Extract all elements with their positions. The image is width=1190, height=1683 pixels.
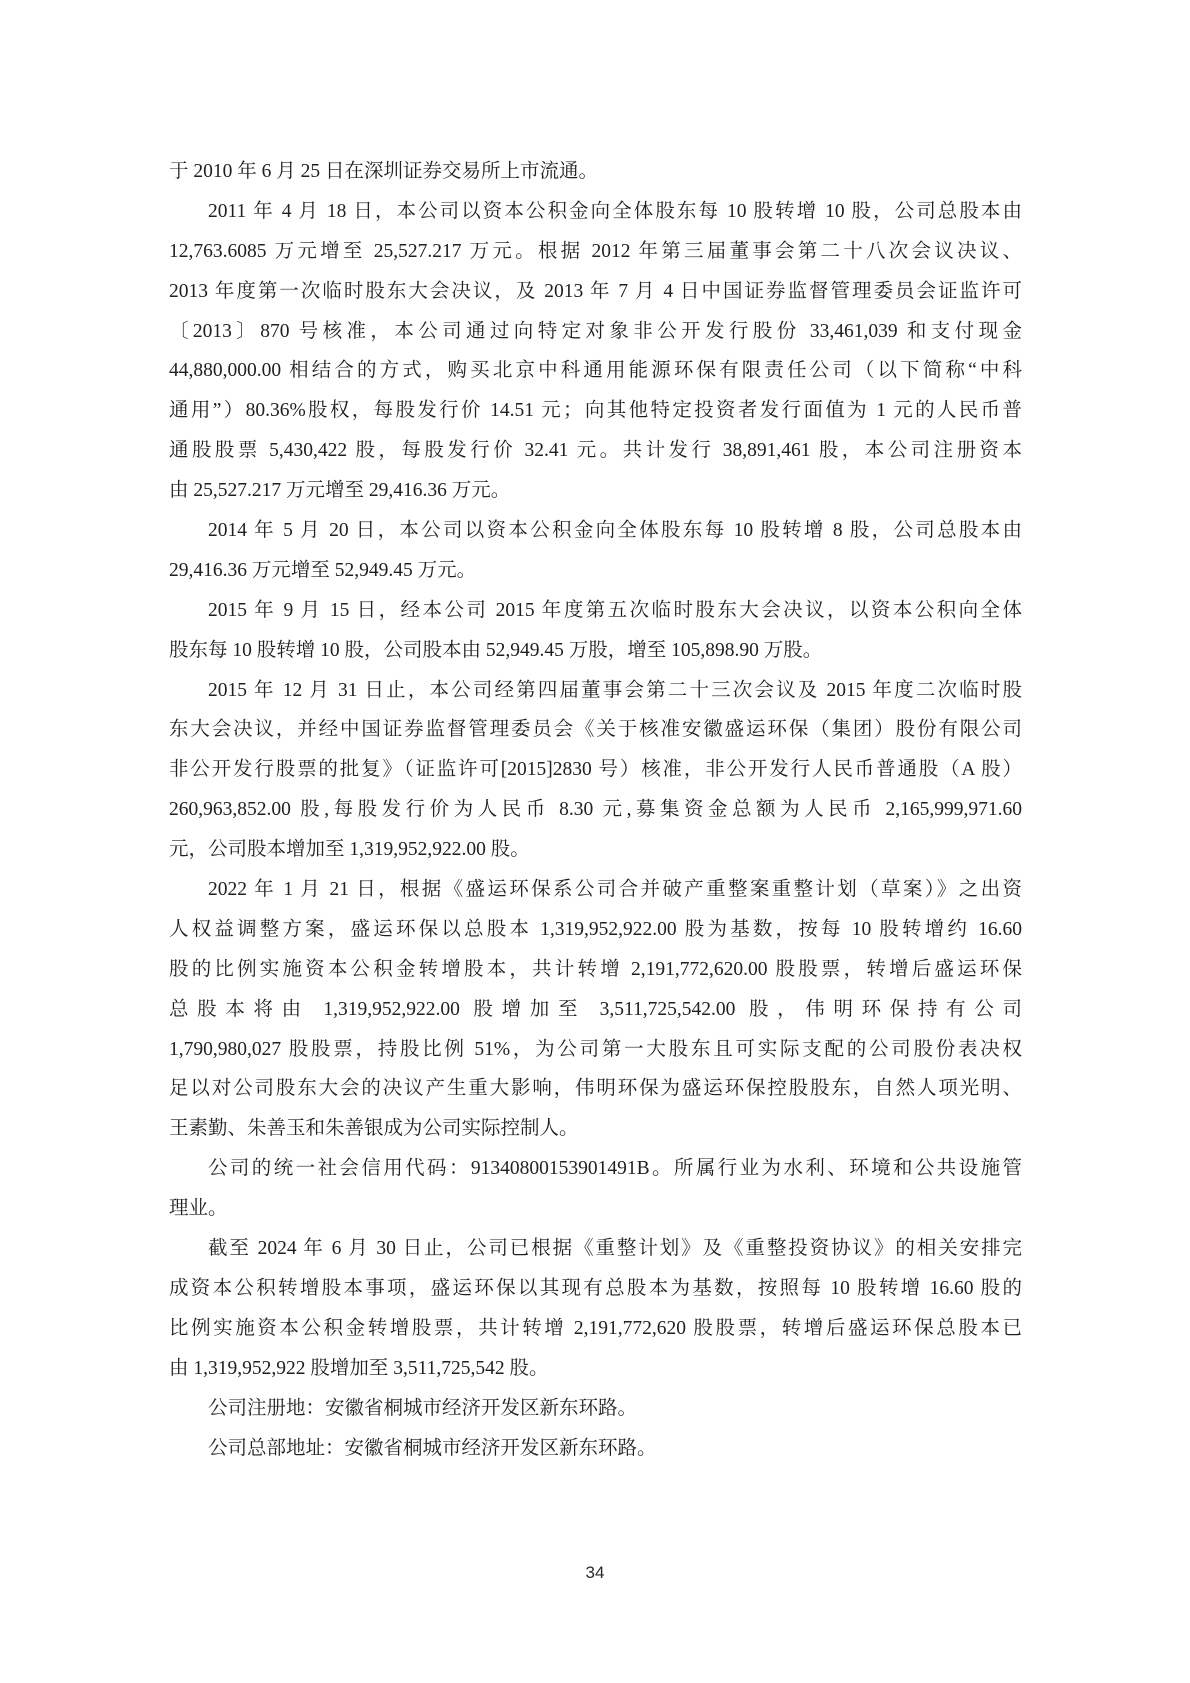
text-line: 通股股票 5,430,422 股，每股发行价 32.41 元。共计发行 38,891,461 股，本公司注册资本 — [169, 440, 1022, 462]
paragraph — [169, 591, 1022, 671]
paragraph — [169, 1389, 1022, 1429]
text-line: 公司总部地址：安徽省桐城市经济开发区新东环路。 — [208, 1437, 657, 1459]
paragraph — [169, 152, 1022, 192]
text-line: 人权益调整方案，盛运环保以总股本 1,319,952,922.00 股为基数，按每 10 股转增约 16.60 — [169, 918, 1022, 940]
text-line: 2014 年 5 月 20 日，本公司以资本公积金向全体股东每 10 股转增 8 股，公司总股本由 — [208, 520, 1022, 542]
paragraph — [169, 511, 1022, 591]
text-line: 比例实施资本公积金转增股票，共计转增 2,191,772,620 股股票，转增后盛运环保总股本已 — [169, 1317, 1022, 1339]
text-line: 非公开发行股票的批复》（证监许可[2015]2830 号）核准，非公开发行人民币普通股（A 股） — [169, 759, 1022, 781]
text-line: 公司注册地：安徽省桐城市经济开发区新东环路。 — [208, 1397, 638, 1419]
text-line: 公司的统一社会信用代码：91340800153901491B。所属行业为水利、环境和公共设施管 — [208, 1158, 1022, 1180]
text-line: 12,763.6085 万元增至 25,527.217 万元。根据 2012 年第三届董事会第二十八次会议决议、 — [169, 240, 1022, 262]
text-line: 2022 年 1 月 21 日，根据《盛运环保系公司合并破产重整案重整计划（草案）》之出资 — [208, 879, 1022, 901]
text-line: 王素勤、朱善玉和朱善银成为公司实际控制人。 — [169, 1118, 579, 1140]
text-line: 截至 2024 年 6 月 30 日止，公司已根据《重整计划》及《重整投资协议》的相关安排完 — [208, 1238, 1022, 1260]
text-line: 2013 年度第一次临时股东大会决议，及 2013 年 7 月 4 日中国证券监督管理委员会证监许可 — [169, 280, 1022, 302]
text-line: 2015 年 9 月 15 日，经本公司 2015 年度第五次临时股东大会决议，以资本公积向全体 — [208, 599, 1022, 621]
paragraph — [169, 671, 1022, 870]
paragraph — [169, 1429, 1022, 1469]
text-line: 理业。 — [169, 1198, 228, 1220]
text-line: 29,416.36 万元增至 52,949.45 万元。 — [169, 559, 477, 581]
text-line: 44,880,000.00 相结合的方式，购买北京中科通用能源环保有限责任公司（以下简称“中科 — [169, 360, 1022, 382]
text-line: 260,963,852.00 股,每股发行价为人民币 8.30 元,募集资金总额为人民币 2,165,999,971.60 — [169, 799, 1022, 821]
text-line: 〔2013〕870 号核准，本公司通过向特定对象非公开发行股份 33,461,039 和支付现金 — [169, 320, 1022, 342]
text-line: 1,790,980,027 股股票，持股比例 51%，为公司第一大股东且可实际支配的公司股份表决权 — [169, 1038, 1022, 1060]
paragraph — [169, 192, 1022, 511]
paragraph — [169, 1149, 1022, 1229]
text-line: 总股本将由 1,319,952,922.00 股增加至 3,511,725,542.00 股，伟明环保持有公司 — [169, 998, 1022, 1020]
page-number: 34 — [585, 1563, 605, 1582]
text-line: 由 1,319,952,922 股增加至 3,511,725,542 股。 — [169, 1357, 549, 1379]
text-line: 通用”）80.36%股权，每股发行价 14.51 元；向其他特定投资者发行面值为 1 元的人民币普 — [169, 400, 1022, 422]
paragraph — [169, 870, 1022, 1149]
paragraph — [169, 1229, 1022, 1389]
text-line: 东大会决议，并经中国证券监督管理委员会《关于核准安徽盛运环保（集团）股份有限公司 — [169, 719, 1022, 741]
text-line: 足以对公司股东大会的决议产生重大影响，伟明环保为盛运环保控股股东，自然人项光明、 — [169, 1078, 1022, 1100]
text-line: 股东每 10 股转增 10 股，公司股本由 52,949.45 万股，增至 105,898.90 万股。 — [169, 639, 823, 661]
text-line: 成资本公积转增股本事项，盛运环保以其现有总股本为基数，按照每 10 股转增 16.60 股的 — [169, 1277, 1022, 1299]
text-line: 2015 年 12 月 31 日止，本公司经第四届董事会第二十三次会议及 2015 年度二次临时股 — [208, 679, 1022, 701]
text-line: 元，公司股本增加至 1,319,952,922.00 股。 — [169, 839, 530, 861]
text-line: 2011 年 4 月 18 日，本公司以资本公积金向全体股东每 10 股转增 10 股，公司总股本由 — [208, 200, 1022, 222]
text-line: 于 2010 年 6 月 25 日在深圳证券交易所上市流通。 — [169, 161, 599, 182]
text-line: 股的比例实施资本公积金转增股本，共计转增 2,191,772,620.00 股股票，转增后盛运环保 — [169, 958, 1022, 980]
text-line: 由 25,527.217 万元增至 29,416.36 万元。 — [169, 480, 511, 502]
document-body — [169, 152, 1022, 1468]
